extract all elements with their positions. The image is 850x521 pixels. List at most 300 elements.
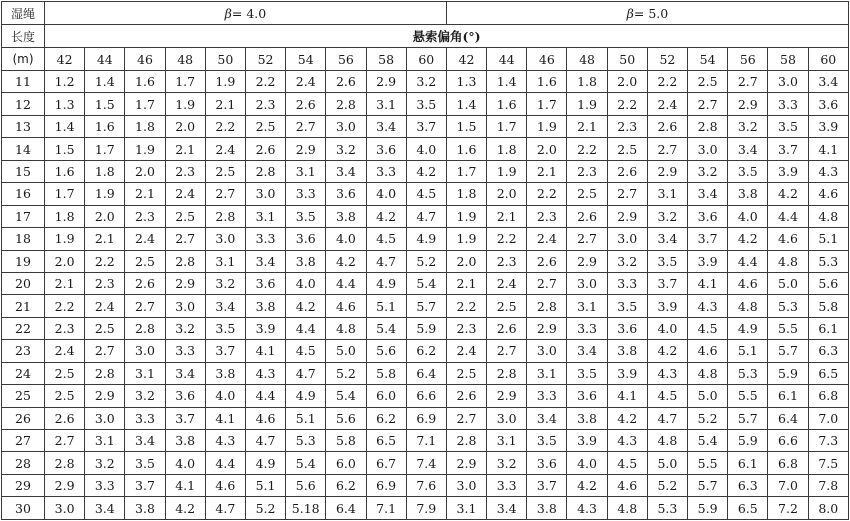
table-cell: 3.6: [527, 452, 567, 474]
angle-header: 52: [647, 48, 687, 71]
row-length: 11: [2, 71, 45, 93]
table-cell: 3.5: [647, 250, 687, 272]
table-cell: 4.5: [366, 228, 406, 250]
table-cell: 2.2: [85, 250, 125, 272]
table-row: [2, 138, 849, 160]
table-cell: 2.4: [125, 228, 165, 250]
table-cell: 6.8: [768, 452, 808, 474]
table-cell: 3.1: [85, 430, 125, 452]
table-cell: 2.7: [527, 272, 567, 294]
table-cell: 3.9: [688, 250, 728, 272]
table-cell: 2.1: [165, 138, 205, 160]
table-cell: 3.9: [245, 317, 285, 339]
table-cell: 4.1: [245, 340, 285, 362]
table-cell: 4.1: [205, 407, 245, 429]
table-cell: 6.0: [366, 385, 406, 407]
table-cell: 3.5: [286, 205, 326, 227]
table-cell: 2.0: [446, 250, 486, 272]
table-cell: 5.0: [688, 385, 728, 407]
table-cell: 5.5: [688, 452, 728, 474]
table-cell: 6.6: [406, 385, 446, 407]
table-cell: 3.8: [527, 497, 567, 520]
table-cell: 4.0: [326, 228, 366, 250]
table-cell: 5.8: [808, 295, 848, 317]
table-cell: 3.8: [607, 340, 647, 362]
table-cell: 2.6: [326, 71, 366, 93]
table-cell: 2.5: [85, 317, 125, 339]
table-cell: 3.2: [165, 317, 205, 339]
table-cell: 2.7: [165, 228, 205, 250]
angle-header: 46: [527, 48, 567, 71]
angle-header: 56: [728, 48, 768, 71]
angle-header: 46: [125, 48, 165, 71]
angle-header: 44: [85, 48, 125, 71]
table-cell: 6.8: [808, 385, 848, 407]
table-cell: 3.0: [45, 497, 85, 520]
table-cell: 3.8: [245, 295, 285, 317]
table-cell: 2.7: [567, 228, 607, 250]
table-cell: 5.3: [647, 497, 687, 520]
table-cell: 3.1: [527, 362, 567, 384]
row-label-length: 长度: [2, 25, 45, 48]
row-label-unit: (m): [2, 48, 45, 71]
table-cell: 4.9: [245, 452, 285, 474]
table-cell: 6.4: [406, 362, 446, 384]
header-row-angle-title: [2, 25, 849, 48]
wet-rope-correction-table: [1, 1, 849, 520]
row-length: 26: [2, 407, 45, 429]
table-cell: 4.9: [728, 317, 768, 339]
table-cell: 2.6: [286, 93, 326, 115]
table-cell: 4.7: [205, 497, 245, 520]
table-cell: 2.4: [165, 183, 205, 205]
table-cell: 2.4: [647, 93, 687, 115]
table-row: [2, 71, 849, 93]
table-cell: 3.3: [165, 340, 205, 362]
table-cell: 7.3: [808, 430, 848, 452]
table-cell: 3.0: [165, 295, 205, 317]
table-cell: 7.4: [406, 452, 446, 474]
table-cell: 3.9: [647, 295, 687, 317]
table-cell: 2.5: [45, 385, 85, 407]
table-cell: 1.5: [85, 93, 125, 115]
table-cell: 4.6: [607, 474, 647, 496]
angle-header: 50: [205, 48, 245, 71]
table-cell: 4.8: [808, 205, 848, 227]
table-cell: 2.5: [245, 115, 285, 137]
table-cell: 4.2: [366, 205, 406, 227]
table-cell: 2.7: [125, 295, 165, 317]
table-cell: 2.9: [487, 385, 527, 407]
table-cell: 3.7: [406, 115, 446, 137]
table-cell: 5.0: [647, 452, 687, 474]
table-cell: 4.1: [688, 272, 728, 294]
table-cell: 2.1: [45, 272, 85, 294]
table-cell: 4.2: [768, 183, 808, 205]
table-cell: 3.4: [205, 295, 245, 317]
table-cell: 2.0: [607, 71, 647, 93]
table-cell: 4.3: [607, 430, 647, 452]
table-cell: 3.4: [245, 250, 285, 272]
table-cell: 2.9: [165, 272, 205, 294]
table-cell: 2.0: [45, 250, 85, 272]
table-cell: 1.6: [45, 160, 85, 182]
table-cell: 5.9: [728, 430, 768, 452]
table-row: [2, 407, 849, 429]
table-cell: 2.9: [567, 250, 607, 272]
table-cell: 4.3: [567, 497, 607, 520]
table-cell: 4.0: [728, 205, 768, 227]
table-cell: 3.0: [688, 138, 728, 160]
table-cell: 1.6: [527, 71, 567, 93]
table-cell: 4.7: [366, 250, 406, 272]
table-cell: 3.6: [165, 385, 205, 407]
table-cell: 2.0: [85, 205, 125, 227]
table-cell: 2.1: [205, 93, 245, 115]
table-cell: 3.8: [205, 362, 245, 384]
table-row: [2, 295, 849, 317]
table-cell: 2.4: [85, 295, 125, 317]
table-cell: 7.6: [406, 474, 446, 496]
table-cell: 1.3: [446, 71, 486, 93]
table-cell: 4.6: [245, 407, 285, 429]
table-cell: 2.3: [487, 250, 527, 272]
table-cell: 3.5: [527, 430, 567, 452]
table-cell: 4.2: [406, 160, 446, 182]
table-cell: 2.9: [366, 71, 406, 93]
table-cell: 7.5: [808, 452, 848, 474]
table-cell: 1.4: [45, 115, 85, 137]
table-cell: 2.7: [205, 183, 245, 205]
table-cell: 1.9: [205, 71, 245, 93]
table-cell: 3.0: [326, 115, 366, 137]
table-cell: 2.2: [607, 93, 647, 115]
table-cell: 3.4: [527, 407, 567, 429]
table-cell: 2.2: [487, 228, 527, 250]
table-cell: 3.7: [768, 138, 808, 160]
table-cell: 6.5: [366, 430, 406, 452]
table-cell: 5.0: [326, 340, 366, 362]
table-cell: 3.3: [125, 407, 165, 429]
table-cell: 1.9: [446, 205, 486, 227]
table-cell: 3.3: [527, 385, 567, 407]
table-cell: 5.3: [808, 250, 848, 272]
table-cell: 2.3: [85, 272, 125, 294]
table-cell: 5.1: [808, 228, 848, 250]
table-cell: 3.5: [205, 317, 245, 339]
table-cell: 3.1: [647, 183, 687, 205]
row-length: 22: [2, 317, 45, 339]
table-cell: 2.9: [527, 317, 567, 339]
table-cell: 2.9: [647, 160, 687, 182]
table-cell: 3.5: [125, 452, 165, 474]
table-cell: 2.3: [527, 205, 567, 227]
table-cell: 7.8: [808, 474, 848, 496]
table-cell: 3.1: [446, 497, 486, 520]
table-row: [2, 93, 849, 115]
table-cell: 3.7: [205, 340, 245, 362]
table-cell: 3.9: [567, 430, 607, 452]
table-cell: 1.6: [125, 71, 165, 93]
beta-4-header: [45, 2, 447, 25]
table-cell: 3.1: [366, 93, 406, 115]
table-cell: 3.4: [125, 430, 165, 452]
table-cell: 4.0: [366, 183, 406, 205]
table-cell: 4.6: [205, 474, 245, 496]
table-cell: 2.8: [527, 295, 567, 317]
table-cell: 3.9: [808, 115, 848, 137]
table-cell: 5.0: [768, 272, 808, 294]
table-cell: 2.8: [245, 160, 285, 182]
table-cell: 3.1: [245, 205, 285, 227]
header-row-beta: [2, 2, 849, 25]
table-cell: 2.8: [487, 362, 527, 384]
header-row-angles: [2, 48, 849, 71]
table-cell: 4.1: [165, 474, 205, 496]
table-cell: 5.6: [366, 340, 406, 362]
table-cell: 2.9: [607, 205, 647, 227]
table-cell: 6.1: [768, 385, 808, 407]
table-cell: 2.2: [527, 183, 567, 205]
row-length: 15: [2, 160, 45, 182]
angle-header: 44: [487, 48, 527, 71]
table-cell: 6.4: [768, 407, 808, 429]
table-row: [2, 160, 849, 182]
table-cell: 2.7: [728, 71, 768, 93]
table-cell: 3.7: [165, 407, 205, 429]
table-cell: 3.2: [487, 452, 527, 474]
table-cell: 3.4: [647, 228, 687, 250]
table-cell: 3.4: [567, 340, 607, 362]
row-label-wet-rope: 湿绳: [2, 2, 45, 25]
table-cell: 3.5: [607, 295, 647, 317]
table-cell: 3.4: [808, 71, 848, 93]
table-cell: 3.2: [205, 272, 245, 294]
table-cell: 7.1: [366, 497, 406, 520]
table-cell: 3.5: [768, 115, 808, 137]
table-row: [2, 228, 849, 250]
table-cell: 5.1: [366, 295, 406, 317]
table-cell: 1.8: [85, 160, 125, 182]
table-cell: 8.0: [808, 497, 848, 520]
table-cell: 5.3: [768, 295, 808, 317]
table-row: [2, 317, 849, 339]
table-cell: 5.6: [326, 407, 366, 429]
table-cell: 5.6: [808, 272, 848, 294]
table-row: [2, 183, 849, 205]
table-cell: 2.0: [125, 160, 165, 182]
angle-header: 56: [326, 48, 366, 71]
row-length: 12: [2, 93, 45, 115]
table-cell: 2.1: [446, 272, 486, 294]
table-cell: 4.8: [688, 362, 728, 384]
table-cell: 3.1: [567, 295, 607, 317]
angle-header: 60: [808, 48, 848, 71]
table-cell: 3.0: [446, 474, 486, 496]
table-cell: 5.7: [406, 295, 446, 317]
angle-header: 48: [567, 48, 607, 71]
table-cell: 1.6: [487, 93, 527, 115]
table-cell: 4.4: [286, 317, 326, 339]
table-cell: 1.6: [446, 138, 486, 160]
table-cell: 4.6: [808, 183, 848, 205]
table-cell: 4.4: [326, 272, 366, 294]
table-cell: 4.6: [768, 228, 808, 250]
table-cell: 2.6: [45, 407, 85, 429]
table-cell: 2.8: [326, 93, 366, 115]
table-cell: 3.1: [205, 250, 245, 272]
table-cell: 3.6: [567, 385, 607, 407]
table-cell: 5.2: [326, 362, 366, 384]
table-cell: 5.9: [768, 362, 808, 384]
table-cell: 2.3: [245, 93, 285, 115]
row-length: 24: [2, 362, 45, 384]
beta-symbol: β: [626, 5, 634, 21]
table-cell: 1.3: [45, 93, 85, 115]
table-cell: 3.4: [85, 497, 125, 520]
table-cell: 4.5: [688, 317, 728, 339]
angle-header: 58: [768, 48, 808, 71]
table-cell: 3.4: [688, 183, 728, 205]
table-cell: 1.9: [165, 93, 205, 115]
table-cell: 2.8: [205, 205, 245, 227]
table-cell: 4.7: [647, 407, 687, 429]
table-cell: 2.5: [567, 183, 607, 205]
table-cell: 3.0: [607, 228, 647, 250]
table-cell: 7.0: [768, 474, 808, 496]
table-cell: 4.2: [165, 497, 205, 520]
table-cell: 4.4: [245, 385, 285, 407]
table-cell: 3.2: [406, 71, 446, 93]
table-cell: 6.4: [326, 497, 366, 520]
table-cell: 2.1: [527, 160, 567, 182]
table-cell: 3.6: [326, 183, 366, 205]
table-cell: 2.3: [45, 317, 85, 339]
table-cell: 2.1: [125, 183, 165, 205]
angle-title: 悬索偏角(°): [45, 25, 849, 48]
table-cell: 2.7: [688, 93, 728, 115]
table-cell: 1.7: [45, 183, 85, 205]
table-cell: 3.5: [567, 362, 607, 384]
table-cell: 5.4: [286, 452, 326, 474]
table-cell: 2.0: [487, 183, 527, 205]
table-cell: 2.5: [688, 71, 728, 93]
table-cell: 6.2: [326, 474, 366, 496]
table-cell: 4.9: [366, 272, 406, 294]
row-length: 13: [2, 115, 45, 137]
table-cell: 2.7: [607, 183, 647, 205]
table-cell: 4.3: [808, 160, 848, 182]
table-cell: 3.6: [366, 138, 406, 160]
table-cell: 4.7: [406, 205, 446, 227]
table-cell: 3.4: [165, 362, 205, 384]
table-cell: 3.8: [125, 497, 165, 520]
table-cell: 1.7: [527, 93, 567, 115]
table-cell: 6.3: [808, 340, 848, 362]
table-cell: 2.5: [205, 160, 245, 182]
table-cell: 2.6: [125, 272, 165, 294]
table-cell: 1.5: [446, 115, 486, 137]
table-cell: 4.4: [205, 452, 245, 474]
table-cell: 5.2: [406, 250, 446, 272]
table-cell: 6.3: [728, 474, 768, 496]
table-cell: 3.9: [768, 160, 808, 182]
table-cell: 2.7: [286, 115, 326, 137]
table-cell: 3.7: [688, 228, 728, 250]
table-cell: 3.2: [607, 250, 647, 272]
table-cell: 4.4: [728, 250, 768, 272]
table-cell: 1.9: [446, 228, 486, 250]
table-cell: 2.4: [205, 138, 245, 160]
row-length: 23: [2, 340, 45, 362]
angle-header: 60: [406, 48, 446, 71]
table-cell: 6.5: [808, 362, 848, 384]
table-cell: 3.2: [85, 452, 125, 474]
table-cell: 6.9: [366, 474, 406, 496]
table-cell: 4.5: [406, 183, 446, 205]
table-cell: 2.3: [446, 317, 486, 339]
table-cell: 7.0: [808, 407, 848, 429]
table-cell: 1.8: [487, 138, 527, 160]
table-cell: 3.8: [728, 183, 768, 205]
table-cell: 2.5: [45, 362, 85, 384]
table-cell: 2.4: [446, 340, 486, 362]
row-length: 17: [2, 205, 45, 227]
table-cell: 5.8: [326, 430, 366, 452]
table-cell: 3.0: [205, 228, 245, 250]
angle-header: 42: [45, 48, 85, 71]
beta-5-header: [446, 2, 848, 25]
table-cell: 2.0: [527, 138, 567, 160]
table-cell: 3.0: [768, 71, 808, 93]
table-cell: 5.7: [768, 340, 808, 362]
table-cell: 2.8: [85, 362, 125, 384]
table-cell: 5.4: [326, 385, 366, 407]
table-cell: 7.9: [406, 497, 446, 520]
table-cell: 3.5: [406, 93, 446, 115]
table-cell: 2.9: [728, 93, 768, 115]
table-cell: 4.8: [728, 295, 768, 317]
table-cell: 4.2: [607, 407, 647, 429]
table-cell: 2.1: [567, 115, 607, 137]
table-cell: 2.8: [45, 452, 85, 474]
table-cell: 4.2: [647, 340, 687, 362]
table-cell: 3.3: [607, 272, 647, 294]
table-cell: 1.9: [125, 138, 165, 160]
row-length: 21: [2, 295, 45, 317]
table-row: [2, 452, 849, 474]
table-cell: 5.9: [688, 497, 728, 520]
table-cell: 3.0: [85, 407, 125, 429]
angle-header: 54: [688, 48, 728, 71]
table-cell: 3.1: [125, 362, 165, 384]
table-cell: 4.6: [688, 340, 728, 362]
table-cell: 1.7: [165, 71, 205, 93]
table-cell: 2.1: [487, 205, 527, 227]
table-row: [2, 205, 849, 227]
table-cell: 2.0: [165, 115, 205, 137]
table-cell: 1.5: [45, 138, 85, 160]
row-length: 14: [2, 138, 45, 160]
table-cell: 1.4: [487, 71, 527, 93]
table-cell: 3.8: [326, 205, 366, 227]
table-cell: 5.5: [768, 317, 808, 339]
table-cell: 1.8: [446, 183, 486, 205]
table-cell: 1.8: [45, 205, 85, 227]
table-cell: 1.9: [85, 183, 125, 205]
table-cell: 2.6: [647, 115, 687, 137]
table-cell: 4.3: [205, 430, 245, 452]
